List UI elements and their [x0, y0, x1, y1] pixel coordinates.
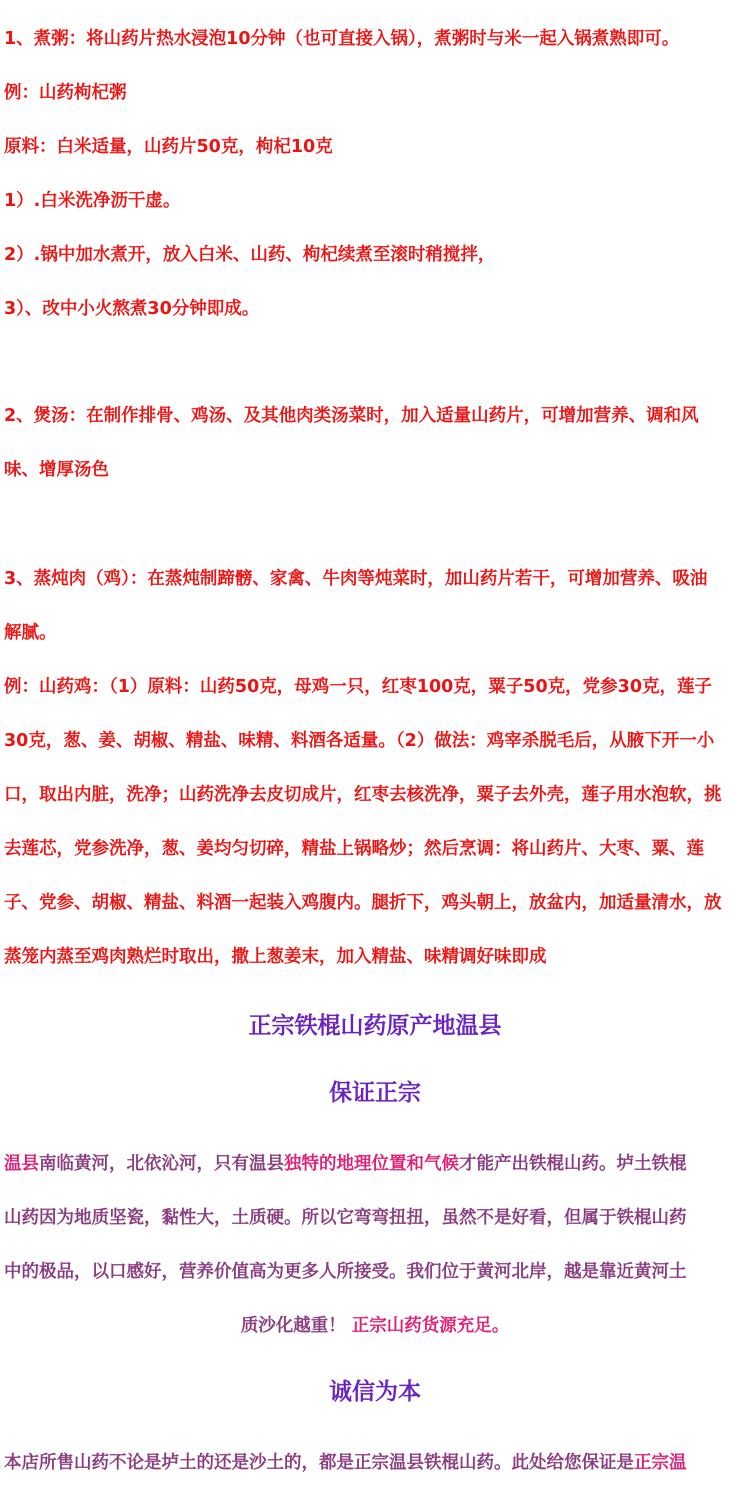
origin-text-3: 质沙化越重！	[240, 1316, 352, 1336]
stew-method-line-2: 解腻。	[4, 623, 57, 643]
porridge-step-1: 1）.白米洗净沥干虚。	[4, 191, 181, 211]
honesty-paragraph-line-1	[4, 1451, 746, 1475]
honesty-text: 本店所售山药不论是垆土的还是沙土的，都是正宗温县铁棍山药。此处给您保证是	[4, 1453, 634, 1473]
porridge-step-3: 3）、改中小火熬煮30分钟即成。	[4, 299, 260, 319]
geography-highlight: 独特的地理位置和气候	[284, 1154, 459, 1174]
origin-heading: 正宗铁棍山药原产地温县	[248, 1013, 502, 1039]
porridge-step-2: 2）.锅中加水煮开，放入白米、山药、枸杞续煮至滚时稍搅拌，	[4, 245, 496, 265]
origin-paragraph-line-3: 中的极品，以口感好，营养价值高为更多人所接受。我们位于黄河北岸，越是靠近黄河土	[4, 1262, 687, 1282]
origin-paragraph-line-4	[0, 1314, 750, 1338]
wenxian-highlight: 温县	[4, 1154, 39, 1174]
porridge-ingredients: 原料：白米适量，山药片50克，枸杞10克	[4, 137, 333, 157]
origin-paragraph-line-1	[4, 1152, 746, 1176]
origin-text-2: 才能产出铁棍山药。垆土铁棍	[459, 1154, 687, 1174]
soup-method-line-1: 2、煲汤：在制作排骨、鸡汤、及其他肉类汤菜时，加入适量山药片，可增加营养、调和风	[4, 406, 699, 426]
origin-text-1: 南临黄河，北依沁河，只有温县	[39, 1154, 284, 1174]
guarantee-highlight: 正宗温	[634, 1453, 687, 1473]
stew-example-line-6: 蒸笼内蒸至鸡肉熟烂时取出，撒上葱姜末，加入精盐、味精调好味即成	[4, 947, 547, 967]
supply-highlight: 正宗山药货源充足。	[351, 1316, 510, 1336]
origin-paragraph-line-2: 山药因为地质坚瓷，黏性大，土质硬。所以它弯弯扭扭，虽然不是好看，但属于铁棍山药	[4, 1208, 687, 1228]
stew-example-line-2: 30克，葱、姜、胡椒、精盐、味精、料酒各适量。（2）做法：鸡宰杀脱毛后，从腋下开一小	[4, 731, 715, 751]
authentic-heading: 保证正宗	[329, 1080, 421, 1106]
stew-example-line-4: 去莲芯，党参洗净，葱、姜均匀切碎，精盐上锅略炒；然后烹调：将山药片、大枣、粟、莲	[4, 839, 704, 859]
stew-method-line-1: 3、蒸炖肉（鸡）：在蒸炖制蹄髈、家禽、牛肉等炖菜时，加山药片若干，可增加营养、吸油	[4, 569, 708, 589]
stew-example-line-3: 口，取出内脏，洗净；山药洗净去皮切成片，红枣去核洗净，粟子去外壳，莲子用水泡软，挑	[4, 785, 722, 805]
honesty-heading: 诚信为本	[329, 1379, 421, 1405]
porridge-method-line: 1、煮粥：将山药片热水浸泡10分钟（也可直接入锅），煮粥时与米一起入锅煮熟即可。	[4, 29, 680, 49]
soup-method-line-2: 味、增厚汤色	[4, 460, 109, 480]
stew-example-line-1: 例：山药鸡：（1）原料：山药50克，母鸡一只，红枣100克，粟子50克，党参30克，莲子	[4, 677, 713, 697]
stew-example-line-5: 子、党参、胡椒、精盐、料酒一起装入鸡腹内。腿折下，鸡头朝上，放盆内，加适量清水，放	[4, 893, 722, 913]
porridge-example: 例：山药枸杞粥	[4, 83, 127, 103]
